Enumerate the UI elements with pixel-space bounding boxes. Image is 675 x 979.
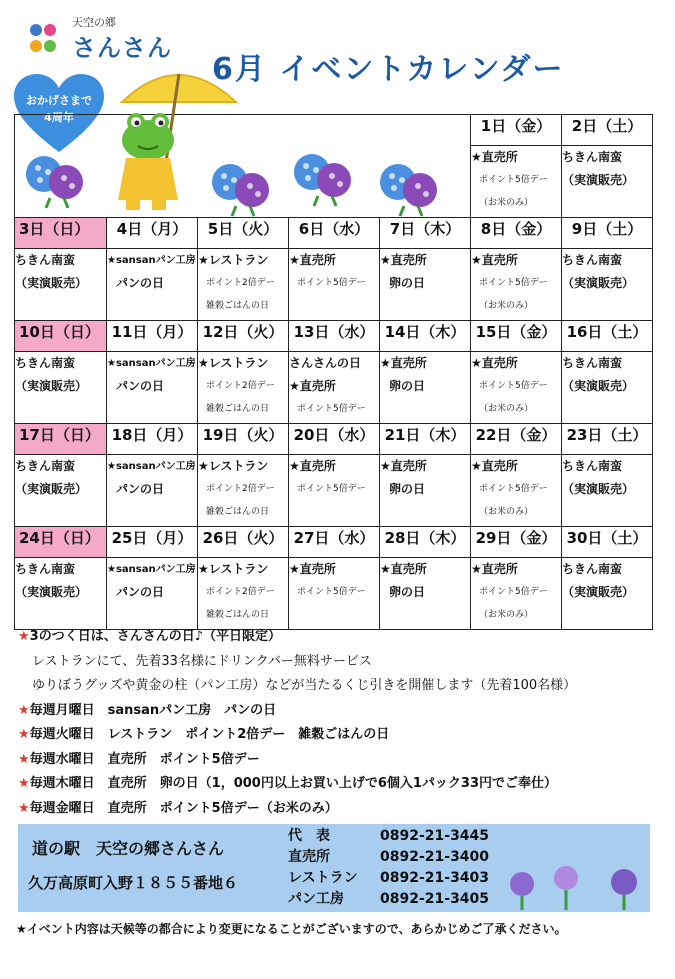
calendar-event-cell bbox=[107, 352, 198, 424]
calendar-event-cell bbox=[107, 455, 198, 527]
calendar-event-cell bbox=[471, 558, 562, 630]
logo-dots-icon bbox=[28, 20, 68, 60]
calendar-event-cell bbox=[380, 455, 471, 527]
calendar-event-cell bbox=[198, 455, 289, 527]
event-text: ちきん南蛮 bbox=[562, 356, 623, 370]
event-text: ちきん南蛮 bbox=[562, 150, 623, 164]
calendar-date: 28日（木） bbox=[380, 527, 471, 558]
event-text: パンの日 bbox=[116, 585, 165, 599]
note-text: ゆりぼうグッズや黄金の柱（パン工房）などが当たるくじ引きを開催します（先着100名様） bbox=[32, 678, 577, 693]
event-text: ★直売所 bbox=[289, 562, 336, 576]
calendar-event-cell bbox=[15, 249, 107, 321]
contact-phone: 0892-21-3403 bbox=[380, 870, 490, 886]
note-line bbox=[18, 772, 658, 797]
event-text: （お米のみ） bbox=[479, 507, 534, 517]
calendar-date: 12日（火） bbox=[198, 321, 289, 352]
contact-label: レストラン bbox=[288, 870, 358, 886]
calendar-event-cell bbox=[107, 249, 198, 321]
event-text: （実演販売） bbox=[562, 585, 635, 599]
note-line bbox=[18, 674, 658, 699]
event-text: 卵の日 bbox=[389, 276, 426, 290]
calendar-event-cell bbox=[15, 558, 107, 630]
event-text: ★直売所 bbox=[289, 459, 336, 473]
event-text: ちきん南蛮 bbox=[562, 459, 623, 473]
star-icon: ★ bbox=[18, 800, 30, 816]
event-text: ★レストラン bbox=[198, 356, 269, 370]
event-text: パンの日 bbox=[116, 276, 165, 290]
event-text: （実演販売） bbox=[15, 276, 88, 290]
event-text: ちきん南蛮 bbox=[15, 356, 76, 370]
footer-contact-box bbox=[18, 824, 650, 912]
event-text: （実演販売） bbox=[15, 585, 88, 599]
calendar-empty-cell bbox=[289, 115, 380, 146]
event-text: ★直売所 bbox=[380, 562, 427, 576]
calendar-event-cell bbox=[471, 352, 562, 424]
event-text: ちきん南蛮 bbox=[15, 459, 76, 473]
calendar-event-row bbox=[15, 249, 653, 321]
event-text: ★直売所 bbox=[289, 253, 336, 267]
event-text: ★sansanパン工房 bbox=[107, 358, 196, 369]
calendar-date: 30日（土） bbox=[562, 527, 653, 558]
event-text: （実演販売） bbox=[562, 379, 635, 393]
calendar-event-row bbox=[15, 352, 653, 424]
calendar-date: 14日（木） bbox=[380, 321, 471, 352]
calendar-empty-cell bbox=[15, 115, 107, 146]
contact-list bbox=[288, 826, 489, 910]
calendar-date: 16日（土） bbox=[562, 321, 653, 352]
hydrangea-cluster-icon bbox=[504, 862, 654, 912]
event-text: パンの日 bbox=[116, 379, 165, 393]
calendar-event-cell bbox=[289, 352, 380, 424]
calendar-event-cell bbox=[107, 558, 198, 630]
contact-phone: 0892-21-3445 bbox=[380, 828, 490, 844]
contact-row bbox=[288, 868, 489, 889]
calendar-event-cell bbox=[471, 146, 562, 218]
hydrangea-icon bbox=[374, 158, 448, 218]
calendar-event-row bbox=[15, 558, 653, 630]
event-text: 卵の日 bbox=[389, 379, 426, 393]
event-text: ★直売所 bbox=[471, 356, 518, 370]
calendar-date: 10日（日） bbox=[15, 321, 107, 352]
event-text: ポイント5倍デー bbox=[479, 484, 548, 494]
calendar-event-cell bbox=[562, 455, 653, 527]
badge-line-2: 4周年 bbox=[44, 111, 74, 124]
calendar-event-cell bbox=[198, 558, 289, 630]
calendar-event-cell bbox=[289, 558, 380, 630]
calendar-date: 17日（日） bbox=[15, 424, 107, 455]
calendar-event-cell bbox=[198, 249, 289, 321]
star-icon: ★ bbox=[18, 629, 30, 644]
calendar-date: 2日（土） bbox=[562, 115, 653, 146]
star-icon: ★ bbox=[18, 727, 30, 742]
event-text: さんさんの日 bbox=[289, 356, 362, 370]
event-text: ★直売所 bbox=[471, 253, 518, 267]
calendar-date: 21日（木） bbox=[380, 424, 471, 455]
event-text: ★直売所 bbox=[380, 459, 427, 473]
note-line bbox=[18, 699, 658, 724]
note-text: 毎週月曜日 sansanパン工房 パンの日 bbox=[29, 702, 277, 718]
event-text: ちきん南蛮 bbox=[562, 562, 623, 576]
event-text: ちきん南蛮 bbox=[15, 253, 76, 267]
event-text: ★sansanパン工房 bbox=[107, 255, 196, 266]
event-text: ポイント5倍デー bbox=[297, 278, 366, 288]
calendar-event-cell bbox=[380, 352, 471, 424]
calendar-event-cell bbox=[562, 558, 653, 630]
event-text: 雑穀ごはんの日 bbox=[206, 507, 270, 517]
disclaimer: ★イベント内容は天候等の都合により変更になることがございますので、あらかじめご了承ください。 bbox=[16, 922, 567, 936]
contact-label: パン工房 bbox=[288, 891, 344, 907]
calendar-event-cell bbox=[15, 352, 107, 424]
event-text: パンの日 bbox=[116, 482, 165, 496]
event-text: ★レストラン bbox=[198, 459, 269, 473]
note-line bbox=[18, 650, 658, 675]
event-text: （お米のみ） bbox=[479, 404, 534, 414]
note-line bbox=[18, 625, 658, 650]
calendar-date: 6日（水） bbox=[289, 218, 380, 249]
event-text: （実演販売） bbox=[15, 379, 88, 393]
event-text: ★直売所 bbox=[380, 253, 427, 267]
event-text: ポイント5倍デー bbox=[479, 587, 548, 597]
calendar-event-cell bbox=[562, 146, 653, 218]
event-text: ポイント5倍デー bbox=[479, 175, 548, 185]
event-text: （実演販売） bbox=[562, 173, 635, 187]
event-text: 雑穀ごはんの日 bbox=[206, 404, 270, 414]
event-text: ポイント5倍デー bbox=[297, 587, 366, 597]
event-text: 雑穀ごはんの日 bbox=[206, 301, 270, 311]
event-text: ポイント5倍デー bbox=[297, 404, 366, 414]
event-text: （実演販売） bbox=[562, 482, 635, 496]
calendar-date: 11日（月） bbox=[107, 321, 198, 352]
contact-row bbox=[288, 889, 489, 910]
event-text: ポイント2倍デー bbox=[206, 278, 275, 288]
calendar-date: 29日（金） bbox=[471, 527, 562, 558]
calendar-event-cell bbox=[471, 249, 562, 321]
contact-phone: 0892-21-3405 bbox=[380, 891, 490, 907]
calendar-date: 1日（金） bbox=[471, 115, 562, 146]
logo bbox=[28, 14, 178, 64]
note-line bbox=[18, 748, 658, 773]
event-text: ★直売所 bbox=[471, 562, 518, 576]
note-text: 毎週火曜日 レストラン ポイント2倍デー 雑穀ごはんの日 bbox=[29, 727, 390, 742]
contact-label: 直売所 bbox=[288, 849, 330, 865]
contact-label: 代 表 bbox=[288, 828, 330, 844]
event-text: 雑穀ごはんの日 bbox=[206, 610, 270, 620]
event-text: （実演販売） bbox=[562, 276, 635, 290]
hydrangea-icon bbox=[206, 158, 280, 218]
calendar-date: 9日（土） bbox=[562, 218, 653, 249]
event-notes bbox=[18, 625, 658, 821]
event-text: ちきん南蛮 bbox=[15, 562, 76, 576]
event-text: 卵の日 bbox=[389, 585, 426, 599]
event-text: ★レストラン bbox=[198, 253, 269, 267]
calendar-date: 8日（金） bbox=[471, 218, 562, 249]
calendar-date: 23日（土） bbox=[562, 424, 653, 455]
logo-name: さんさん bbox=[72, 34, 172, 62]
event-text: （お米のみ） bbox=[479, 301, 534, 311]
calendar-date: 22日（金） bbox=[471, 424, 562, 455]
calendar-event-cell bbox=[198, 352, 289, 424]
event-text: （実演販売） bbox=[15, 482, 88, 496]
station-address: 久万高原町入野１８５５番地６ bbox=[28, 874, 239, 892]
note-text: レストランにて、先着33名様にドリンクバー無料サービス bbox=[32, 653, 372, 669]
star-icon: ★ bbox=[18, 751, 30, 767]
note-text: 毎週金曜日 直売所 ポイント5倍デー（お米のみ） bbox=[29, 800, 338, 816]
calendar-date: 24日（日） bbox=[15, 527, 107, 558]
contact-phone: 0892-21-3400 bbox=[380, 849, 490, 865]
star-icon: ★ bbox=[18, 776, 30, 791]
calendar-date: 27日（水） bbox=[289, 527, 380, 558]
event-text: ★sansanパン工房 bbox=[107, 461, 196, 472]
event-text: ★レストラン bbox=[198, 562, 269, 576]
event-text: （お米のみ） bbox=[479, 610, 534, 620]
note-line bbox=[18, 797, 658, 822]
event-text: 卵の日 bbox=[389, 482, 426, 496]
calendar-date-row bbox=[15, 218, 653, 249]
event-text: ポイント2倍デー bbox=[206, 381, 275, 391]
event-text: ★直売所 bbox=[380, 356, 427, 370]
event-text: ポイント5倍デー bbox=[297, 484, 366, 494]
event-text: ★直売所 bbox=[471, 459, 518, 473]
calendar-event-cell bbox=[380, 558, 471, 630]
event-text: ポイント2倍デー bbox=[206, 484, 275, 494]
calendar-date: 18日（月） bbox=[107, 424, 198, 455]
event-text: ★sansanパン工房 bbox=[107, 564, 196, 575]
calendar-date-row bbox=[15, 527, 653, 558]
event-text: ★直売所 bbox=[289, 379, 336, 393]
calendar-date: 26日（火） bbox=[198, 527, 289, 558]
event-text: ポイント2倍デー bbox=[206, 587, 275, 597]
event-text: ポイント5倍デー bbox=[479, 381, 548, 391]
calendar-date: 5日（火） bbox=[198, 218, 289, 249]
calendar-event-cell bbox=[289, 455, 380, 527]
calendar-event-cell bbox=[471, 455, 562, 527]
calendar-date: 25日（月） bbox=[107, 527, 198, 558]
calendar-event-cell bbox=[15, 455, 107, 527]
event-text: ★直売所 bbox=[471, 150, 518, 164]
calendar-event-cell bbox=[380, 249, 471, 321]
event-text: ちきん南蛮 bbox=[562, 253, 623, 267]
note-text: 毎週木曜日 直売所 卵の日（1，000円以上お買い上げで6個入1パック33円でご奉仕） bbox=[29, 776, 558, 791]
calendar-date: 7日（木） bbox=[380, 218, 471, 249]
badge-line-1: おかげさまで bbox=[26, 94, 92, 107]
calendar-date-row bbox=[15, 321, 653, 352]
calendar-date: 3日（日） bbox=[15, 218, 107, 249]
contact-row bbox=[288, 847, 489, 868]
station-name: 道の駅 天空の郷さんさん bbox=[32, 839, 225, 858]
event-text: ポイント5倍デー bbox=[479, 278, 548, 288]
note-text: 3のつく日は、さんさんの日♪（平日限定） bbox=[29, 629, 281, 644]
calendar-event-cell bbox=[562, 249, 653, 321]
calendar-event-row bbox=[15, 455, 653, 527]
calendar-date: 19日（火） bbox=[198, 424, 289, 455]
calendar-date: 4日（月） bbox=[107, 218, 198, 249]
calendar-date-row bbox=[15, 424, 653, 455]
calendar-event-cell bbox=[289, 249, 380, 321]
star-icon: ★ bbox=[18, 702, 30, 718]
note-text: 毎週水曜日 直売所 ポイント5倍デー bbox=[29, 751, 260, 767]
hydrangea-icon bbox=[288, 148, 362, 208]
contact-row bbox=[288, 826, 489, 847]
calendar-date: 13日（水） bbox=[289, 321, 380, 352]
hydrangea-icon bbox=[20, 150, 94, 210]
note-line bbox=[18, 723, 658, 748]
logo-subtitle: 天空の郷 bbox=[72, 16, 116, 29]
event-text: （お米のみ） bbox=[479, 198, 534, 208]
page-title: 6月 イベントカレンダー bbox=[212, 52, 565, 87]
calendar-date: 15日（金） bbox=[471, 321, 562, 352]
calendar-event-cell bbox=[562, 352, 653, 424]
calendar-date: 20日（水） bbox=[289, 424, 380, 455]
calendar-empty-cell bbox=[380, 115, 471, 146]
